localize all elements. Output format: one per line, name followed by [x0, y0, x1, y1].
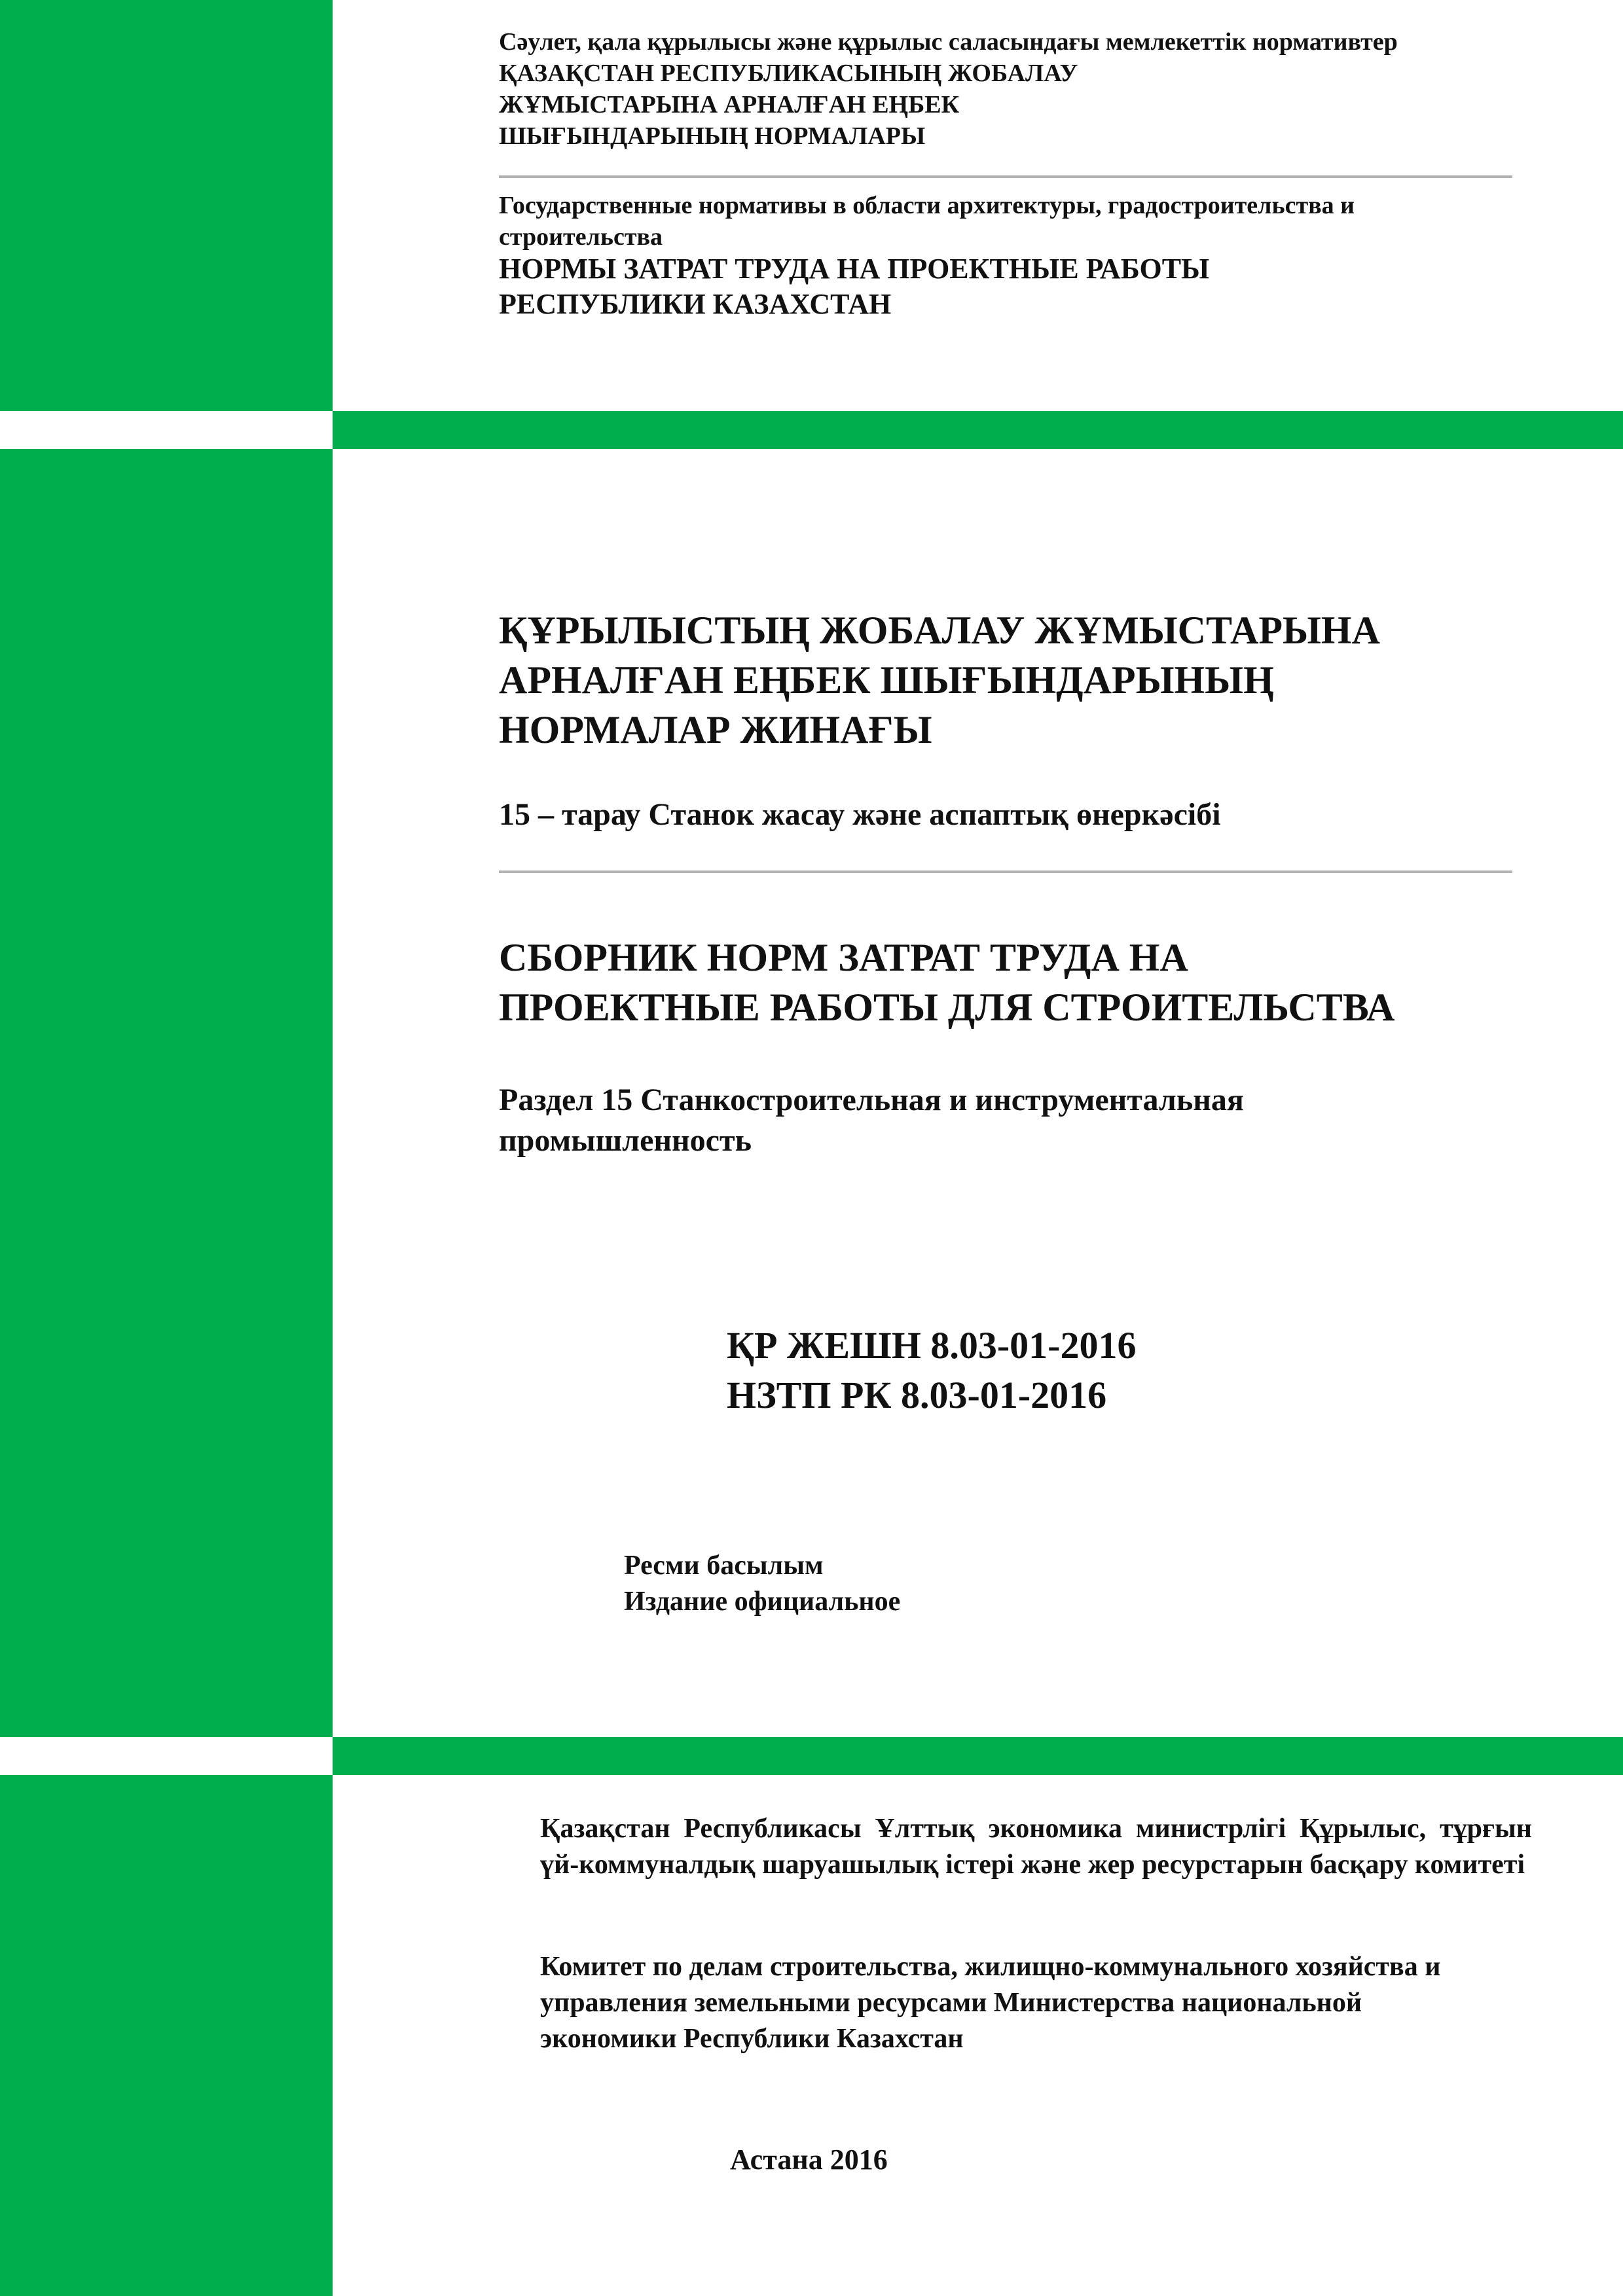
collection-kz-title: [499, 605, 1380, 755]
edition-kz: Ресми басылым: [624, 1551, 824, 1581]
header-ru-subtitle-line-2: строительства: [499, 223, 663, 251]
publisher-kz: Қазақстан Республикасы Ұлттық экономика министрлігі Құрылыс, тұрғын үй-коммуналдық шаруашылық істері және жер ресурстарын басқару комитеті: [540, 1814, 1532, 1880]
header-ru-title-line-1: НОРМЫ ЗАТРАТ ТРУДА НА ПРОЕКТНЫЕ РАБОТЫ: [499, 253, 1210, 285]
publisher-ru-line-2: управления земельными ресурсами Министерства национальной: [540, 1988, 1362, 2018]
edition: [624, 1548, 900, 1620]
green-block-top-left: [0, 0, 333, 411]
collection-kz-section: 15 – тарау Станок жасау және аспаптық өнеркәсібі: [499, 797, 1221, 832]
header-kz-title-line-1: ҚАЗАҚСТАН РЕСПУБЛИКАСЫНЫҢ ЖОБАЛАУ: [499, 60, 1078, 87]
green-band-bottom-right: [333, 1737, 1623, 1775]
collection-kz-title-line-1: ҚҰРЫЛЫСТЫҢ ЖОБАЛАУ ЖҰМЫСТАРЫНА: [499, 609, 1380, 652]
green-band-top-right: [333, 411, 1623, 449]
standard-codes: [727, 1321, 1136, 1420]
collection-ru-title-line-1: СБОРНИК НОРМ ЗАТРАТ ТРУДА НА: [499, 936, 1188, 979]
footer-place-year: Астана 2016: [730, 2144, 888, 2176]
collection-ru-section-line-2: промышленность: [499, 1123, 752, 1158]
header-kz: [499, 26, 1398, 152]
publisher-ru-line-1: Комитет по делам строительства, жилищно-коммунального хозяйства и: [540, 1952, 1441, 1982]
publisher-ru-line-3: экономики Республики Казахстан: [540, 2024, 964, 2054]
header-kz-subtitle: Сәулет, қала құрылысы және құрылыс саласындағы мемлекеттік нормативтер: [499, 28, 1398, 56]
collection-ru-title-line-2: ПРОЕКТНЫЕ РАБОТЫ ДЛЯ СТРОИТЕЛЬСТВА: [499, 986, 1395, 1029]
collection-divider: [499, 870, 1512, 873]
header-ru-title: [499, 251, 1209, 322]
collection-kz-title-line-3: НОРМАЛАР ЖИНАҒЫ: [499, 708, 932, 751]
header-ru-title-line-2: РЕСПУБЛИКИ КАЗАХСТАН: [499, 288, 892, 320]
code-ru: НЗТП РК 8.03-01-2016: [727, 1374, 1107, 1416]
edition-ru: Издание официальное: [624, 1587, 901, 1617]
collection-ru-section-line-1: Раздел 15 Станкостроительная и инструментальная: [499, 1083, 1244, 1117]
green-block-bottom-left: [0, 1775, 333, 2296]
header-ru-subtitle-line-1: Государственные нормативы в области архитектуры, градостроительства и: [499, 192, 1355, 219]
publisher-ru: [540, 1949, 1440, 2057]
collection-ru-title: [499, 933, 1395, 1032]
collection-ru-section: [499, 1080, 1244, 1161]
header-ru: [499, 190, 1355, 253]
green-block-middle-left: [0, 449, 333, 1737]
header-divider: [499, 175, 1512, 178]
code-kz: ҚР ЖЕШН 8.03-01-2016: [727, 1324, 1137, 1367]
header-kz-title-line-3: ШЫҒЫНДАРЫНЫҢ НОРМАЛАРЫ: [499, 122, 926, 150]
header-kz-title-line-2: ЖҰМЫСТАРЫНА АРНАЛҒАН ЕҢБЕК: [499, 91, 960, 118]
collection-kz-title-line-2: АРНАЛҒАН ЕҢБЕК ШЫҒЫНДАРЫНЫҢ: [499, 658, 1274, 702]
